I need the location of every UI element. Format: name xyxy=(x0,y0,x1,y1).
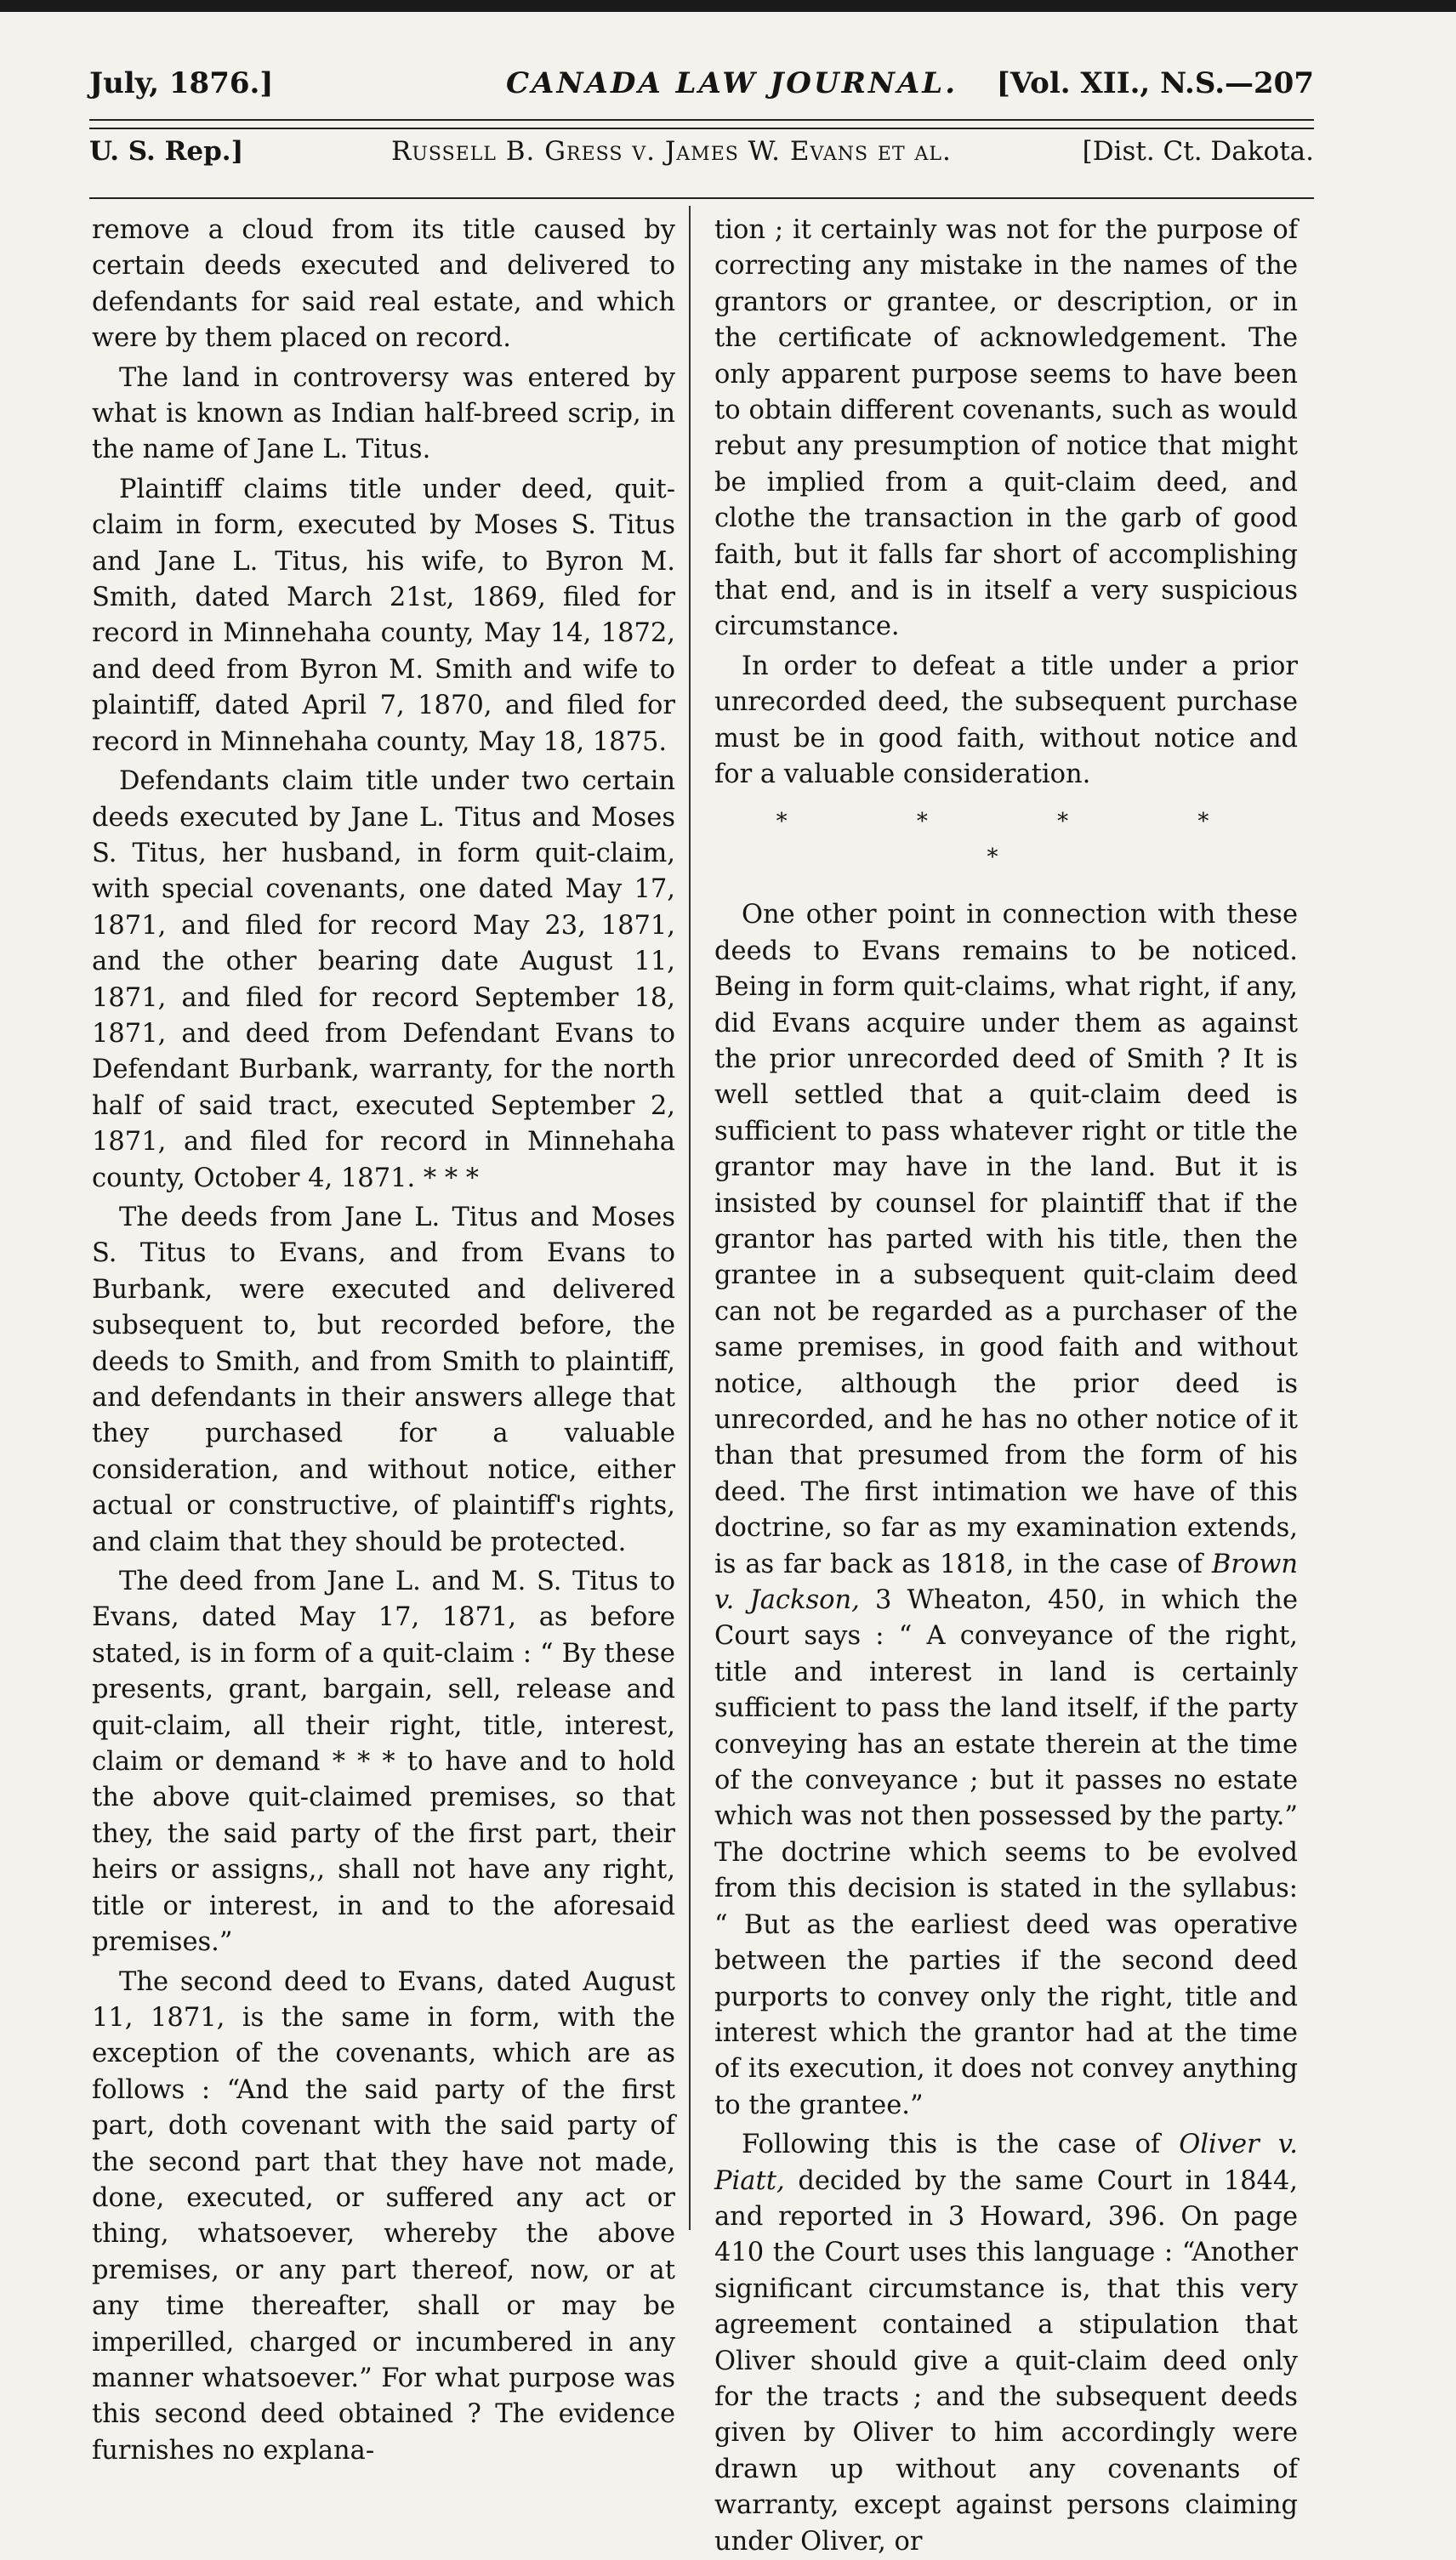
case-header xyxy=(89,136,1314,180)
text-run: Following this is the case of xyxy=(742,2130,1161,2160)
issue-date: July, 1876.] xyxy=(89,66,274,100)
left-column xyxy=(92,213,675,2466)
paragraph: The deeds from Jane L. Titus and Moses S. Titus to Evans, and from Evans to Burbank, were executed and delivered subsequent to, but recorded before, the deeds to Smith, and from Smith to plaintiff, and defendants in their answers allege that they purchased for a valuable consideration, and without notice, either actual or constructive, of plaintiff's rights, and claim that they should be protected. xyxy=(92,1202,675,1557)
case-header-rule xyxy=(89,197,1314,199)
court: [Dist. Ct. Dakota. xyxy=(1082,136,1314,167)
column-divider xyxy=(689,206,691,2230)
paragraph: Plaintiff claims title under deed, quit-claim in form, executed by Moses S. Titus and Jane L. Titus, his wife, to Byron M. Smith, dated March 21st, 1869, filed for record in Minnehaha county, May 14, 1872, and deed from Byron M. Smith and wife to plaintiff, dated April 7, 1870, and filed for record in Minnehaha county, May 18, 1875. xyxy=(92,474,675,757)
text-run: One other point in connection with these deeds to Evans remains to be noticed. Being in form quit-claims, what right, if any, did Evans acquire under them as against the prior unrecorded deed of Smith ? It is well settled that a quit-claim deed is sufficient to pass whatever right or title the grantor may have in the land. But it is insisted by counsel for plaintiff that if the grantor has parted with his title, then the grantee in a subsequent quit-claim deed can not be regarded as a purchaser of the same premises, in good faith and without notice, although the prior deed is unrecorded, and he has no other notice of it than that presumed from the form of his deed. The first intimation we have of this doctrine, so far as my examination extends, is as far back as 1818, in the case of xyxy=(714,900,1298,1579)
paragraph: The land in controversy was entered by what is known as Indian half-breed scrip, in the name of Jane L. Titus. xyxy=(92,362,675,465)
paragraph: Defendants claim title under two certain deeds executed by Jane L. Titus and Moses S. Titus, her husband, in form quit-claim, with special covenants, one dated May 17, 1871, and filed for record May 23, 1871, and the other bearing date August 11, 1871, and filed for record September 18, 1871, and deed from Defendant Evans to Defendant Burbank, warranty, for the north half of said tract, executed September 2, 1871, and filed for record in Minnehaha county, October 4, 1871. * * * xyxy=(92,766,675,1193)
case-citation: Brown v. Jackson, xyxy=(714,1549,1298,1616)
ellipsis-stars: * * * * * xyxy=(776,808,1271,870)
volume-page: [Vol. XII., N.S.—207 xyxy=(996,66,1314,100)
right-column xyxy=(714,213,1298,2557)
paragraph: In order to defeat a title under a prior unrecorded deed, the subsequent purchase must be in good faith, without notice and for a valuable consideration. xyxy=(714,651,1298,790)
paragraph xyxy=(714,2127,1298,2560)
journal-title: CANADA LAW JOURNAL. xyxy=(506,66,958,100)
case-citation: Oliver v. Piatt, xyxy=(714,2130,1298,2196)
header-double-rule xyxy=(89,119,1314,129)
text-run: 3 Wheaton, 450, in which the Court says : “ A conveyance of the right, title and interest in land is certainly sufficient to pass the land itself, if the party conveying has an estate therein at the time of the conveyance ; but it passes no estate which was not then possessed by the party.” The doctrine which seems to be evolved from this decision is stated in the syllabus: “ But as the earliest deed was operative between the parties if the second deed purports to convey only the right, title and interest which the grantor had at the time of its execution, it does not convey anything to the grantee.” xyxy=(714,1585,1298,2120)
scan-border xyxy=(0,0,1456,12)
paragraph: The second deed to Evans, dated August 11, 1871, is the same in form, with the exception of the covenants, which are as follows : “And the said party of the first part, doth covenant with the said party of the second part that they have not made, done, executed, or suffered any act or thing, whatsoever, whereby the above premises, or any part thereof, now, or at any time thereafter, shall or may be imperilled, charged or incumbered in any manner whatsoever.” For what purpose was this second deed obtained ? The evidence furnishes no explana- xyxy=(92,1966,675,2466)
case-parties: Russell B. Gress v. James W. Evans et al. xyxy=(391,136,952,167)
text-run: decided by the same Court in 1844, and reported in 3 Howard, 396. On page 410 the Court uses this language : “Another significant circumstance is, that this very agreement contained a stipulation that Oliver should give a quit-claim deed only for the tracts ; and the subsequent deeds given by Oliver to him accordingly were drawn up without any covenants of warranty, except against persons claiming under Oliver, or xyxy=(714,2165,1298,2557)
paragraph: The deed from Jane L. and M. S. Titus to Evans, dated May 17, 1871, as before stated, is in form of a quit-claim : “ By these presents, grant, bargain, sell, release and quit-claim, all their right, title, interest, claim or demand * * * to have and to hold the above quit-claimed premises, so that they, the said party of the first part, their heirs or assigns,, shall not have any right, title or interest, in and to the aforesaid premises.” xyxy=(92,1567,675,1958)
paragraph: tion ; it certainly was not for the purpose of correcting any mistake in the names of the grantors or grantee, or description, or in the certificate of acknowledgement. The only apparent purpose seems to have been to obtain different covenants, such as would rebut any presumption of notice that might be implied from a quit-claim deed, and clothe the transaction in the garb of good faith, but it falls far short of accomplishing that end, and is in itself a very suspicious circumstance. xyxy=(714,215,1298,642)
paragraph: remove a cloud from its title caused by certain deeds executed and delivered to defendants for said real estate, and which were by them placed on record. xyxy=(92,215,675,354)
running-head xyxy=(89,61,1314,112)
reporter: U. S. Rep.] xyxy=(89,136,244,167)
paragraph xyxy=(714,897,1298,2124)
